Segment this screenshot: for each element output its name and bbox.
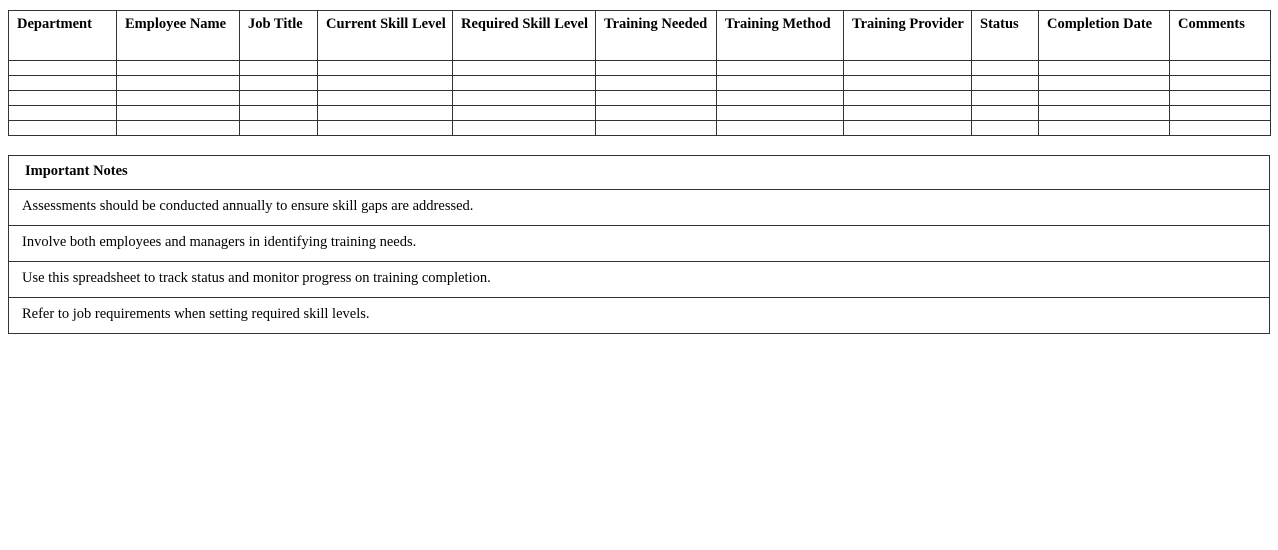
cell-current-skill-level[interactable] (318, 121, 453, 136)
cell-completion-date[interactable] (1039, 61, 1170, 76)
cell-employee-name[interactable] (117, 121, 240, 136)
cell-department[interactable] (9, 121, 117, 136)
cell-job-title[interactable] (240, 76, 318, 91)
cell-job-title[interactable] (240, 61, 318, 76)
cell-job-title[interactable] (240, 91, 318, 106)
table-row[interactable] (9, 91, 1271, 106)
cell-training-provider[interactable] (844, 76, 972, 91)
training-assessment-table (8, 10, 1271, 136)
cell-department[interactable] (9, 91, 117, 106)
cell-status[interactable] (972, 61, 1039, 76)
cell-comments[interactable] (1170, 106, 1271, 121)
cell-required-skill-level[interactable] (453, 76, 596, 91)
cell-training-method[interactable] (717, 76, 844, 91)
cell-department[interactable] (9, 106, 117, 121)
cell-training-provider[interactable] (844, 61, 972, 76)
note-item-4: Refer to job requirements when setting required skill levels. (9, 298, 1270, 334)
table-row[interactable] (9, 76, 1271, 91)
cell-comments[interactable] (1170, 61, 1271, 76)
cell-department[interactable] (9, 76, 117, 91)
cell-training-provider[interactable] (844, 91, 972, 106)
table-row[interactable] (9, 106, 1271, 121)
cell-training-needed[interactable] (596, 61, 717, 76)
cell-comments[interactable] (1170, 121, 1271, 136)
cell-training-provider[interactable] (844, 121, 972, 136)
column-header-completion-date: Completion Date (1039, 11, 1170, 61)
cell-employee-name[interactable] (117, 91, 240, 106)
important-notes-table (8, 155, 1270, 334)
note-row (9, 262, 1270, 298)
cell-training-needed[interactable] (596, 121, 717, 136)
column-header-comments: Comments (1170, 11, 1271, 61)
column-header-status: Status (972, 11, 1039, 61)
note-item-2: Involve both employees and managers in identifying training needs. (9, 226, 1270, 262)
note-row (9, 190, 1270, 226)
cell-required-skill-level[interactable] (453, 61, 596, 76)
column-header-department: Department (9, 11, 117, 61)
note-row (9, 298, 1270, 334)
cell-training-needed[interactable] (596, 76, 717, 91)
column-header-current-skill-level: Current Skill Level (318, 11, 453, 61)
cell-completion-date[interactable] (1039, 106, 1170, 121)
column-header-training-needed: Training Needed (596, 11, 717, 61)
cell-status[interactable] (972, 91, 1039, 106)
cell-training-method[interactable] (717, 91, 844, 106)
cell-job-title[interactable] (240, 106, 318, 121)
cell-current-skill-level[interactable] (318, 106, 453, 121)
cell-department[interactable] (9, 61, 117, 76)
table-row[interactable] (9, 61, 1271, 76)
cell-training-method[interactable] (717, 106, 844, 121)
cell-required-skill-level[interactable] (453, 121, 596, 136)
note-item-1: Assessments should be conducted annually to ensure skill gaps are addressed. (9, 190, 1270, 226)
cell-training-method[interactable] (717, 121, 844, 136)
cell-training-needed[interactable] (596, 91, 717, 106)
column-header-training-provider: Training Provider (844, 11, 972, 61)
notes-header-label: Important Notes (9, 156, 1270, 190)
cell-job-title[interactable] (240, 121, 318, 136)
column-header-required-skill-level: Required Skill Level (453, 11, 596, 61)
note-row (9, 226, 1270, 262)
cell-required-skill-level[interactable] (453, 106, 596, 121)
cell-comments[interactable] (1170, 91, 1271, 106)
table-header-row (9, 11, 1271, 61)
cell-employee-name[interactable] (117, 106, 240, 121)
cell-training-provider[interactable] (844, 106, 972, 121)
cell-employee-name[interactable] (117, 76, 240, 91)
cell-status[interactable] (972, 106, 1039, 121)
cell-completion-date[interactable] (1039, 76, 1170, 91)
notes-header-row (9, 156, 1270, 190)
cell-required-skill-level[interactable] (453, 91, 596, 106)
note-item-3: Use this spreadsheet to track status and monitor progress on training completion. (9, 262, 1270, 298)
cell-current-skill-level[interactable] (318, 76, 453, 91)
table-row[interactable] (9, 121, 1271, 136)
cell-employee-name[interactable] (117, 61, 240, 76)
cell-training-method[interactable] (717, 61, 844, 76)
cell-completion-date[interactable] (1039, 121, 1170, 136)
cell-comments[interactable] (1170, 76, 1271, 91)
cell-training-needed[interactable] (596, 106, 717, 121)
column-header-training-method: Training Method (717, 11, 844, 61)
cell-current-skill-level[interactable] (318, 61, 453, 76)
column-header-employee-name: Employee Name (117, 11, 240, 61)
cell-current-skill-level[interactable] (318, 91, 453, 106)
column-header-job-title: Job Title (240, 11, 318, 61)
cell-status[interactable] (972, 121, 1039, 136)
cell-completion-date[interactable] (1039, 91, 1170, 106)
cell-status[interactable] (972, 76, 1039, 91)
